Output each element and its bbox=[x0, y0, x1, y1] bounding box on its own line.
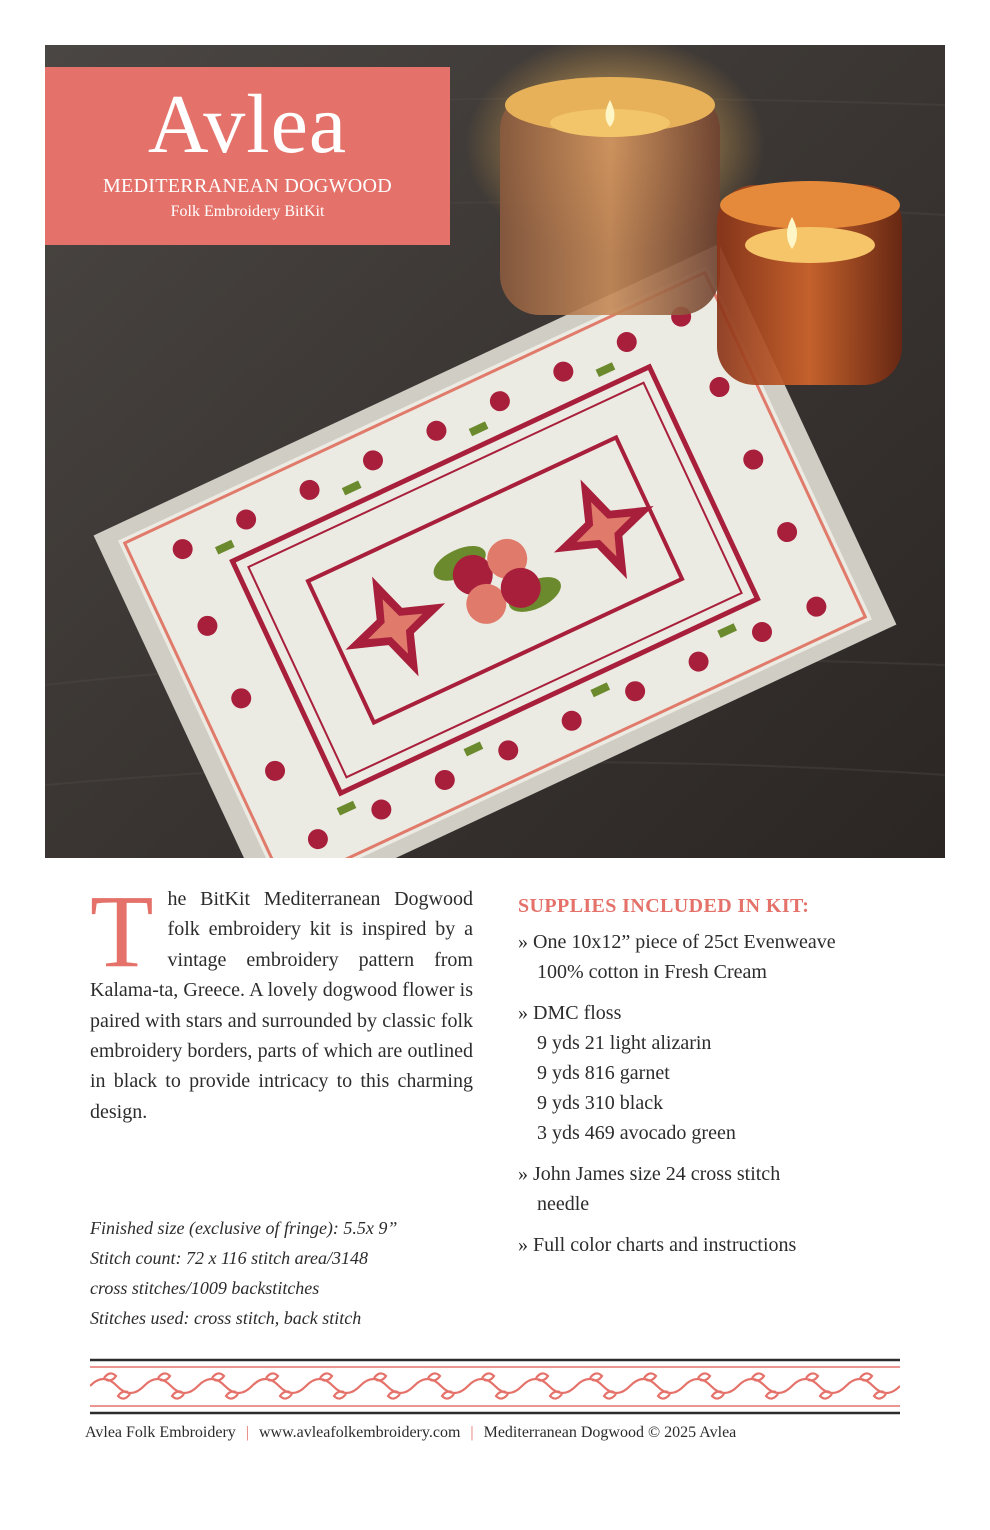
supplies-list bbox=[518, 893, 918, 1271]
intro-text: he BitKit Mediterranean Dogwood folk embroidery kit is inspired by a vintage embroidery pattern from Kalama-ta, Greece. A lovely dogwood flower is paired with stars and surrounded by classic folk embroidery borders, parts of which are outlined in black to provide intricacy to this charming design. bbox=[90, 888, 473, 1123]
list-item-line: » Full color charts and instructions bbox=[518, 1234, 797, 1256]
list-item-line: 3 yds 469 avocado green bbox=[537, 1122, 736, 1144]
decorative-border bbox=[90, 1358, 900, 1418]
vine-stem bbox=[90, 1379, 900, 1393]
kit-type: Folk Embroidery BitKit bbox=[170, 203, 325, 220]
footer-website[interactable]: www.avleafolkembroidery.com bbox=[258, 1424, 461, 1441]
list-item bbox=[518, 1159, 918, 1219]
list-item-line: 9 yds 310 black bbox=[537, 1092, 664, 1114]
stitch-count-line-2: cross stitches/1009 backstitches bbox=[90, 1278, 320, 1298]
footer-company: Avlea Folk Embroidery bbox=[85, 1424, 236, 1441]
footer-copyright: Mediterranean Dogwood © 2025 Avlea bbox=[483, 1424, 737, 1441]
list-item-line: needle bbox=[537, 1193, 590, 1215]
list-item-line: 9 yds 21 light alizarin bbox=[537, 1032, 712, 1054]
kit-specs bbox=[90, 1213, 490, 1333]
finished-size: Finished size (exclusive of fringe): 5.5x 9” bbox=[90, 1218, 398, 1238]
footer bbox=[85, 1421, 910, 1445]
list-item-line: 9 yds 816 garnet bbox=[537, 1062, 670, 1084]
footer-separator: | bbox=[470, 1424, 474, 1441]
list-item-line: » DMC floss bbox=[518, 1002, 622, 1024]
list-item-line: » One 10x12” piece of 25ct Evenweave bbox=[518, 931, 836, 953]
footer-separator: | bbox=[245, 1424, 249, 1441]
brand-title: Avlea bbox=[147, 78, 348, 171]
list-item bbox=[518, 998, 918, 1148]
title-badge bbox=[45, 67, 450, 245]
list-item-line: 100% cotton in Fresh Cream bbox=[537, 961, 767, 983]
list-item-line: » John James size 24 cross stitch bbox=[518, 1163, 781, 1185]
drop-cap: T bbox=[90, 874, 154, 989]
intro-paragraph bbox=[90, 874, 473, 1127]
list-item bbox=[518, 1230, 918, 1260]
supplies-heading: SUPPLIES INCLUDED IN KIT: bbox=[518, 895, 810, 917]
product-name: MEDITERRANEAN DOGWOOD bbox=[102, 175, 393, 197]
stitches-used: Stitches used: cross stitch, back stitch bbox=[90, 1308, 362, 1328]
stitch-count-line-1: Stitch count: 72 x 116 stitch area/3148 bbox=[90, 1248, 368, 1268]
list-item bbox=[518, 927, 918, 987]
